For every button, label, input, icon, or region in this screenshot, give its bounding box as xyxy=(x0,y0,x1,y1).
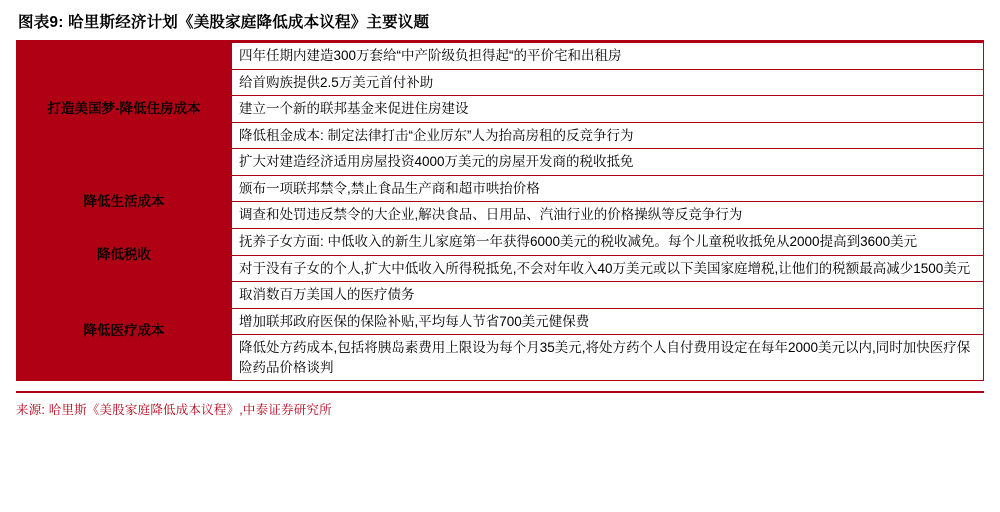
item-cell: 扩大对建造经济适用房屋投资4000万美元的房屋开发商的税收抵免 xyxy=(232,149,984,176)
item-cell: 建立一个新的联邦基金来促进住房建设 xyxy=(232,96,984,123)
category-cell: 打造美国梦-降低住房成本 xyxy=(17,43,232,176)
agenda-table xyxy=(16,42,984,381)
source-note: 来源: 哈里斯《美股家庭降低成本议程》,中泰证券研究所 xyxy=(16,403,332,418)
figure-label: 图表9: xyxy=(18,14,64,31)
item-cell: 颁布一项联邦禁令,禁止食品生产商和超市哄抬价格 xyxy=(232,175,984,202)
category-cell: 降低医疗成本 xyxy=(17,282,232,381)
item-cell: 增加联邦政府医保的保险补贴,平均每人节省700美元健保费 xyxy=(232,308,984,335)
item-cell: 抚养子女方面: 中低收入的新生儿家庭第一年获得6000美元的税收减免。每个儿童税收抵免从2000提高到3600美元 xyxy=(232,228,984,255)
footer-divider xyxy=(16,391,984,393)
table-row xyxy=(17,43,984,70)
page-title xyxy=(16,0,984,40)
category-cell: 降低税收 xyxy=(17,228,232,281)
item-cell: 给首购族提供2.5万美元首付补助 xyxy=(232,69,984,96)
table-row xyxy=(17,282,984,309)
item-cell: 降低处方药成本,包括将胰岛素费用上限设为每个月35美元,将处方药个人自付费用设定在每年2000美元以内,同时加快医疗保险药品价格谈判 xyxy=(232,335,984,381)
table-row xyxy=(17,228,984,255)
item-cell: 调查和处罚违反禁令的大企业,解决食品、日用品、汽油行业的价格操纵等反竞争行为 xyxy=(232,202,984,229)
item-cell: 对于没有子女的个人,扩大中低收入所得税抵免,不会对年收入40万美元或以下美国家庭增税,让他们的税额最高减少1500美元 xyxy=(232,255,984,282)
item-cell: 降低租金成本: 制定法律打击“企业厉东”人为抬高房租的反竞争行为 xyxy=(232,122,984,149)
figure-title-text: 哈里斯经济计划《美股家庭降低成本议程》主要议题 xyxy=(68,14,430,31)
category-cell: 降低生活成本 xyxy=(17,175,232,228)
item-cell: 四年任期内建造300万套给“中产阶级负担得起“的平价宅和出租房 xyxy=(232,43,984,70)
item-cell: 取消数百万美国人的医疗债务 xyxy=(232,282,984,309)
table-row xyxy=(17,175,984,202)
